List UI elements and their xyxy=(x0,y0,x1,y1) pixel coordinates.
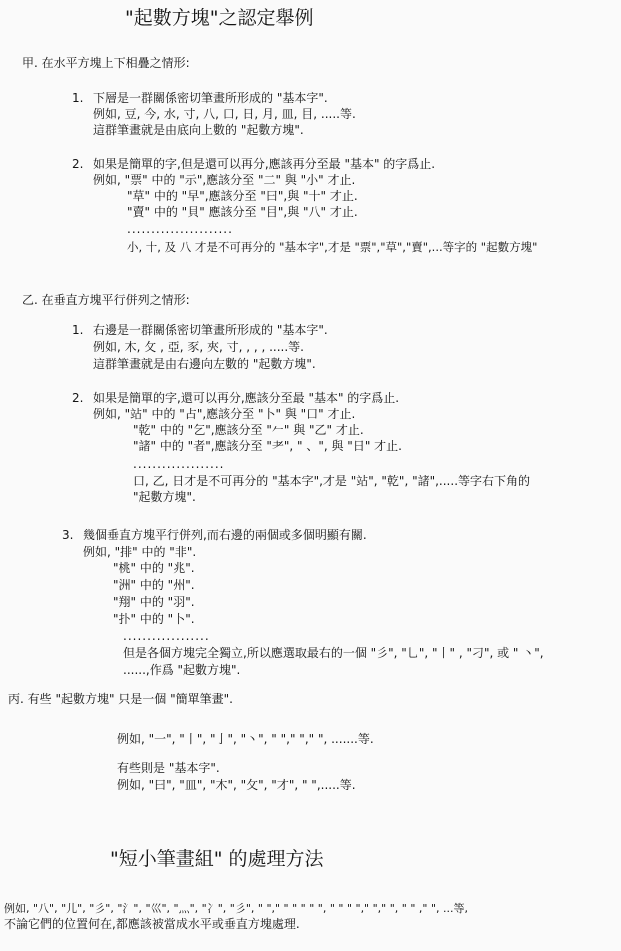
section-c-heading: 丙. 有些 "起數方塊" 只是一個 "簡單筆畫". xyxy=(8,692,233,706)
section-c-line: 例如, "曰", "皿", "木", "攵", "才", " ",.....等. xyxy=(117,778,356,792)
section-a-item1-line: 例如, 豆, 今, 水, 寸, 八, 口, 日, 月, 皿, 目, .....等. xyxy=(93,107,356,121)
section-b-item1-line: 右邊是一群關係密切筆畫所形成的 "基本字". xyxy=(93,323,328,337)
section-a-item1-number: 1. xyxy=(72,91,84,105)
section-b-item2-line: "諸" 中的 "者",應該分至 "耂", " 、", 與 "日" 才止. xyxy=(133,439,402,453)
section-b-item1-line: 例如, 木, 攵 , 亞, 豕, 夾, 寸, , , , .....等. xyxy=(93,340,304,354)
section-a-item1-line: 下層是一群關係密切筆畫所形成的 "基本字". xyxy=(93,91,328,105)
dotted-separator: ................... xyxy=(133,457,225,471)
section-b-item3-line: "扑" 中的 "卜". xyxy=(113,612,195,626)
section-b-item2-line: 例如, "站" 中的 "占",應該分至 "卜" 與 "口" 才止. xyxy=(93,407,356,421)
section-b-item2-line: "乾" 中的 "乞",應該分至 "𠂉" 與 "乙" 才止. xyxy=(133,423,364,437)
section-c-line: 例如, "一", "丨", "亅", "丶", " "," "," ", .......等. xyxy=(117,732,374,746)
section-b-item3-line: "洲" 中的 "州". xyxy=(113,578,195,592)
bottom-example-line: 例如, "八", "儿", "彡", "氵", "巛", "灬", "冫", "彡", " "," " " " " ", " " " "," "," ", " " ," ", ...等, xyxy=(4,902,468,915)
section-b-item2-line: "起數方塊". xyxy=(133,490,196,504)
section-a-item2-line: "賣" 中的 "貝" 應該分至 "目",與 "八" 才止. xyxy=(127,205,358,219)
dotted-separator: ...................... xyxy=(127,222,233,236)
section-title: "短小筆畫組" 的處理方法 xyxy=(110,848,324,870)
bottom-note-line: 不論它們的位置何在,都應該被當成水平或垂直方塊處理. xyxy=(4,917,300,931)
section-a-item2-line: 如果是簡單的字,但是還可以再分,應該再分至最 "基本" 的字爲止. xyxy=(93,157,436,171)
section-a-item2-number: 2. xyxy=(72,157,84,171)
section-b-item2-line: 口, 乙, 日才是不可再分的 "基本字",才是 "站", "乾", "諸",.....等字右下角的 xyxy=(133,474,531,488)
section-b-item3-line: 幾個垂直方塊平行併列,而右邊的兩個或多個明顯有關. xyxy=(83,528,367,542)
section-b-item3-line: ......,作爲 "起數方塊". xyxy=(123,663,241,677)
section-b-heading: 乙. 在垂直方塊平行併列之情形: xyxy=(22,293,190,307)
dotted-separator: .................. xyxy=(123,629,210,643)
section-b-item3-number: 3. xyxy=(62,528,74,542)
section-b-item1-line: 這群筆畫就是由右邊向左數的 "起數方塊". xyxy=(93,357,316,371)
section-a-item2-line: 例如, "票" 中的 "示",應該分至 "二" 與 "小" 才止. xyxy=(93,173,356,187)
page-title: "起數方塊"之認定舉例 xyxy=(125,7,314,29)
section-c-line: 有些則是 "基本字". xyxy=(117,761,220,775)
section-a-item2-line: "草" 中的 "早",應該分至 "曰",與 "十" 才止. xyxy=(127,189,358,203)
section-b-item3-line: 例如, "排" 中的 "非". xyxy=(83,545,197,559)
section-b-item3-line: 但是各個方塊完全獨立,所以應選取最右的一個 "彡", "乚", "丨" , "刁", 或 " 丶", xyxy=(123,646,544,660)
section-b-item2-line: 如果是簡單的字,還可以再分,應該分至最 "基本" 的字爲止. xyxy=(93,391,400,405)
section-b-item3-line: "桃" 中的 "兆". xyxy=(113,561,195,575)
section-a-item2-line: 小, 十, 及 八 才是不可再分的 "基本字",才是 "票","草","賣",...等字的 "起數方塊" xyxy=(127,240,538,254)
section-b-item2-number: 2. xyxy=(72,391,84,405)
section-b-item1-number: 1. xyxy=(72,323,84,337)
section-a-heading: 甲. 在水平方塊上下相疊之情形: xyxy=(22,56,190,70)
section-a-item1-line: 這群筆畫就是由底向上數的 "起數方塊". xyxy=(93,123,304,137)
section-b-item3-line: "翔" 中的 "羽". xyxy=(113,595,195,609)
